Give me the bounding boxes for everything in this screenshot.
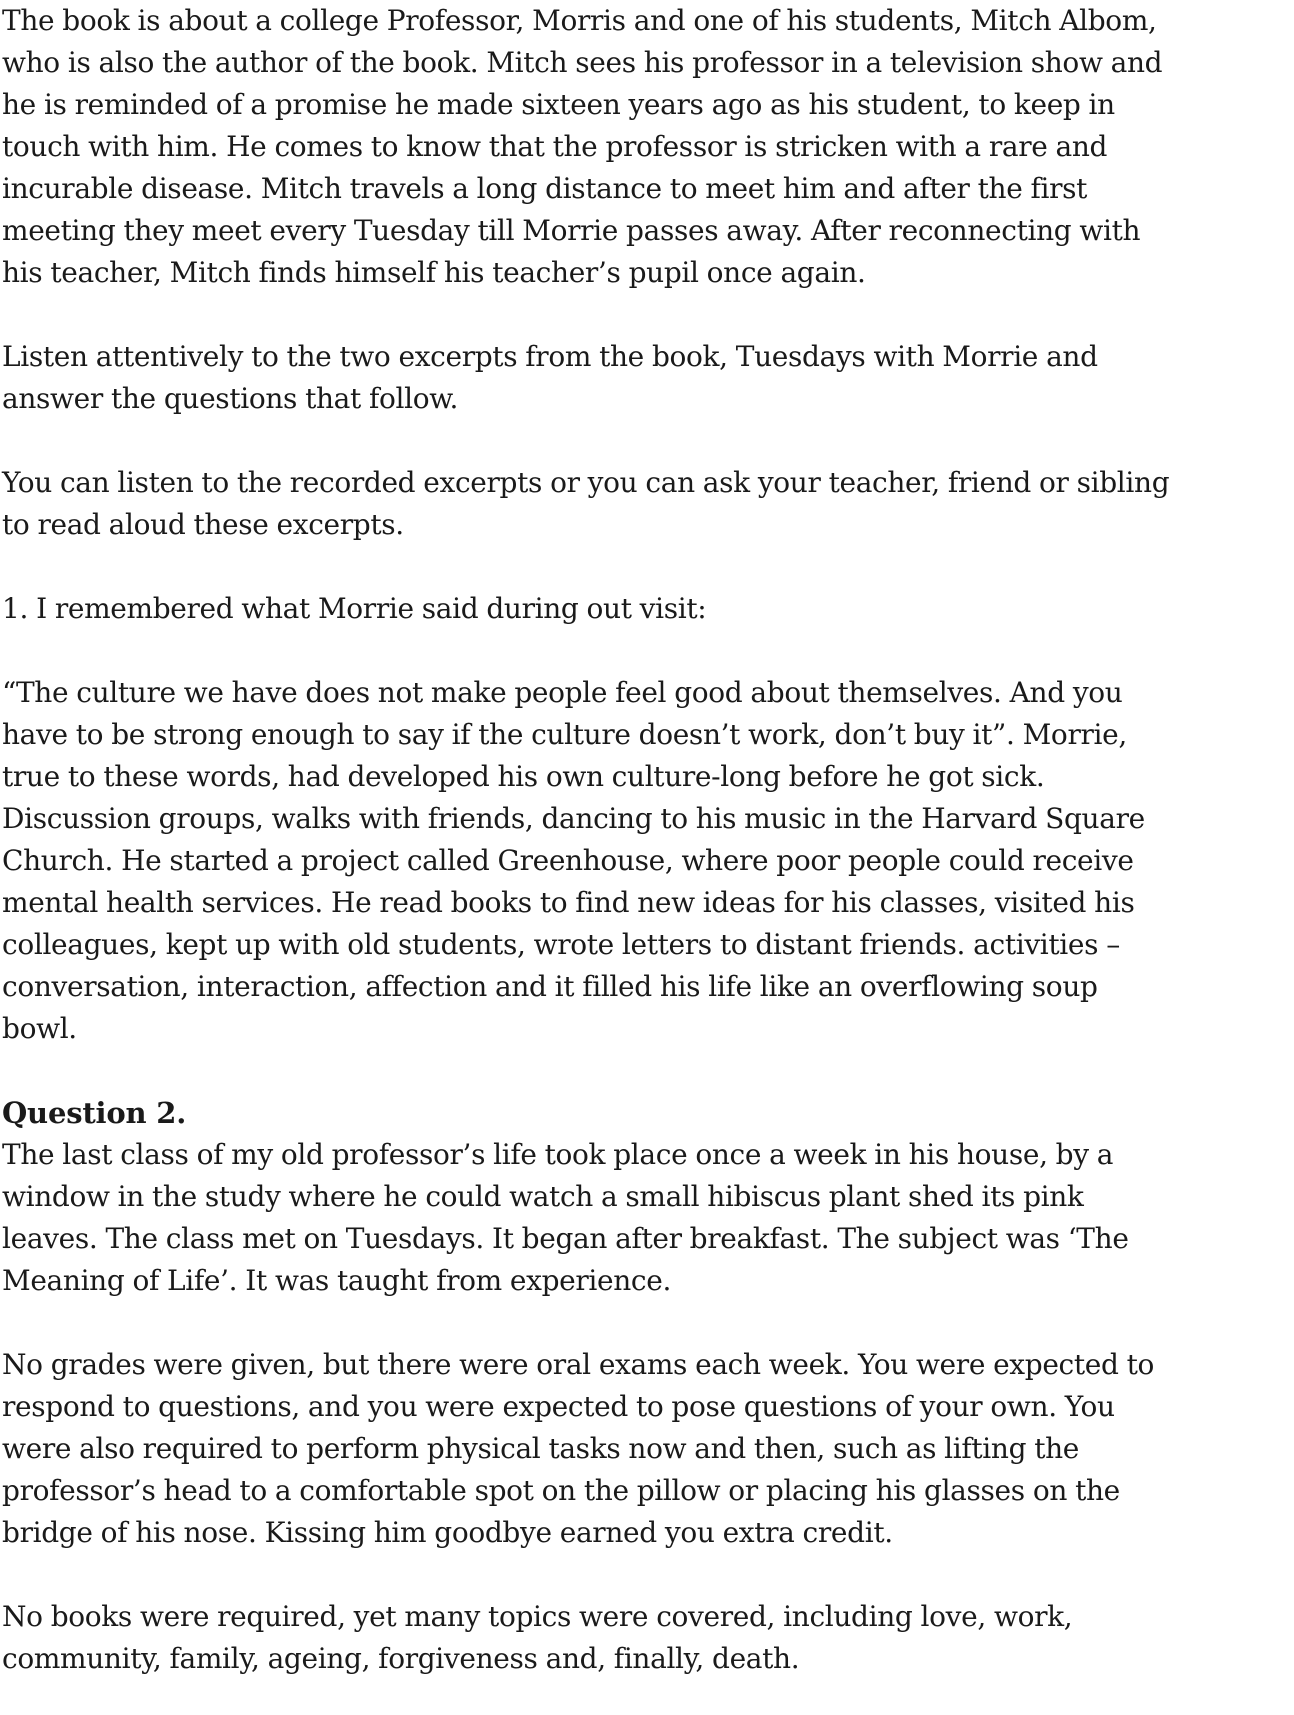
question-2-line: leaves. The class met on Tuesdays. It began after breakfast. The subject was ‘The (2, 1222, 1129, 1255)
question-2-paragraph-1 (2, 1134, 1294, 1302)
instruction-line: Listen attentively to the two excerpts from the book, Tuesdays with Morrie and (2, 340, 1098, 373)
excerpt-1-paragraph (2, 672, 1294, 1050)
excerpt-1-line: true to these words, had developed his own culture-long before he got sick. (2, 760, 1045, 793)
excerpt-1-line: have to be strong enough to say if the culture doesn’t work, don’t buy it”. Morrie, (2, 718, 1127, 751)
intro-line: who is also the author of the book. Mitch sees his professor in a television show and (2, 46, 1163, 79)
question-2-line: professor’s head to a comfortable spot on the pillow or placing his glasses on the (2, 1474, 1120, 1507)
question-2-paragraph-2 (2, 1344, 1294, 1554)
paragraph-gap (2, 1554, 1294, 1596)
question-2-line: No books were required, yet many topics were covered, including love, work, (2, 1600, 1073, 1633)
listen-note-line: to read aloud these excerpts. (2, 508, 404, 541)
question-2-heading: Question 2. (2, 1096, 187, 1130)
question-2-line: Meaning of Life’. It was taught from experience. (2, 1264, 672, 1297)
paragraph-gap (2, 546, 1294, 588)
excerpt-1-line: Church. He started a project called Greenhouse, where poor people could receive (2, 844, 1134, 877)
listen-note-paragraph (2, 462, 1294, 546)
intro-line: meeting they meet every Tuesday till Morrie passes away. After reconnecting with (2, 214, 1141, 247)
excerpt-1-line: bowl. (2, 1012, 77, 1045)
instruction-line: answer the questions that follow. (2, 382, 459, 415)
excerpt-1-line: “The culture we have does not make people feel good about themselves. And you (2, 676, 1123, 709)
paragraph-gap (2, 1302, 1294, 1344)
paragraph-gap (2, 630, 1294, 672)
excerpt-1-line: conversation, interaction, affection and it filled his life like an overflowing soup (2, 970, 1098, 1003)
instruction-paragraph (2, 336, 1294, 420)
intro-line: incurable disease. Mitch travels a long distance to meet him and after the first (2, 172, 1088, 205)
excerpt-1-line: colleagues, kept up with old students, wrote letters to distant friends. activities – (2, 928, 1120, 961)
intro-line: he is reminded of a promise he made sixteen years ago as his student, to keep in (2, 88, 1115, 121)
question-2-line: community, family, ageing, forgiveness and, finally, death. (2, 1642, 800, 1675)
question-2-line: No grades were given, but there were oral exams each week. You were expected to (2, 1348, 1155, 1381)
paragraph-gap (2, 294, 1294, 336)
item-1-line: 1. I remembered what Morrie said during out visit: (2, 592, 707, 625)
intro-line: touch with him. He comes to know that the professor is stricken with a rare and (2, 130, 1108, 163)
question-2-line: were also required to perform physical tasks now and then, such as lifting the (2, 1432, 1080, 1465)
listen-note-line: You can listen to the recorded excerpts or you can ask your teacher, friend or sibling (2, 466, 1170, 499)
paragraph-gap (2, 420, 1294, 462)
question-2-line: The last class of my old professor’s life took place once a week in his house, by a (2, 1138, 1114, 1171)
intro-line: The book is about a college Professor, Morris and one of his students, Mitch Albom, (2, 4, 1157, 37)
question-2-line: bridge of his nose. Kissing him goodbye earned you extra credit. (2, 1516, 893, 1549)
paragraph-gap (2, 1050, 1294, 1092)
question-2-line: respond to questions, and you were expected to pose questions of your own. You (2, 1390, 1115, 1423)
item-1-paragraph (2, 588, 1294, 630)
question-2-line: window in the study where he could watch a small hibiscus plant shed its pink (2, 1180, 1084, 1213)
intro-line: his teacher, Mitch finds himself his teacher’s pupil once again. (2, 256, 866, 289)
excerpt-1-line: mental health services. He read books to find new ideas for his classes, visited his (2, 886, 1135, 919)
excerpt-1-line: Discussion groups, walks with friends, dancing to his music in the Harvard Square (2, 802, 1145, 835)
question-2-paragraph-3 (2, 1596, 1294, 1680)
intro-paragraph (2, 0, 1294, 294)
